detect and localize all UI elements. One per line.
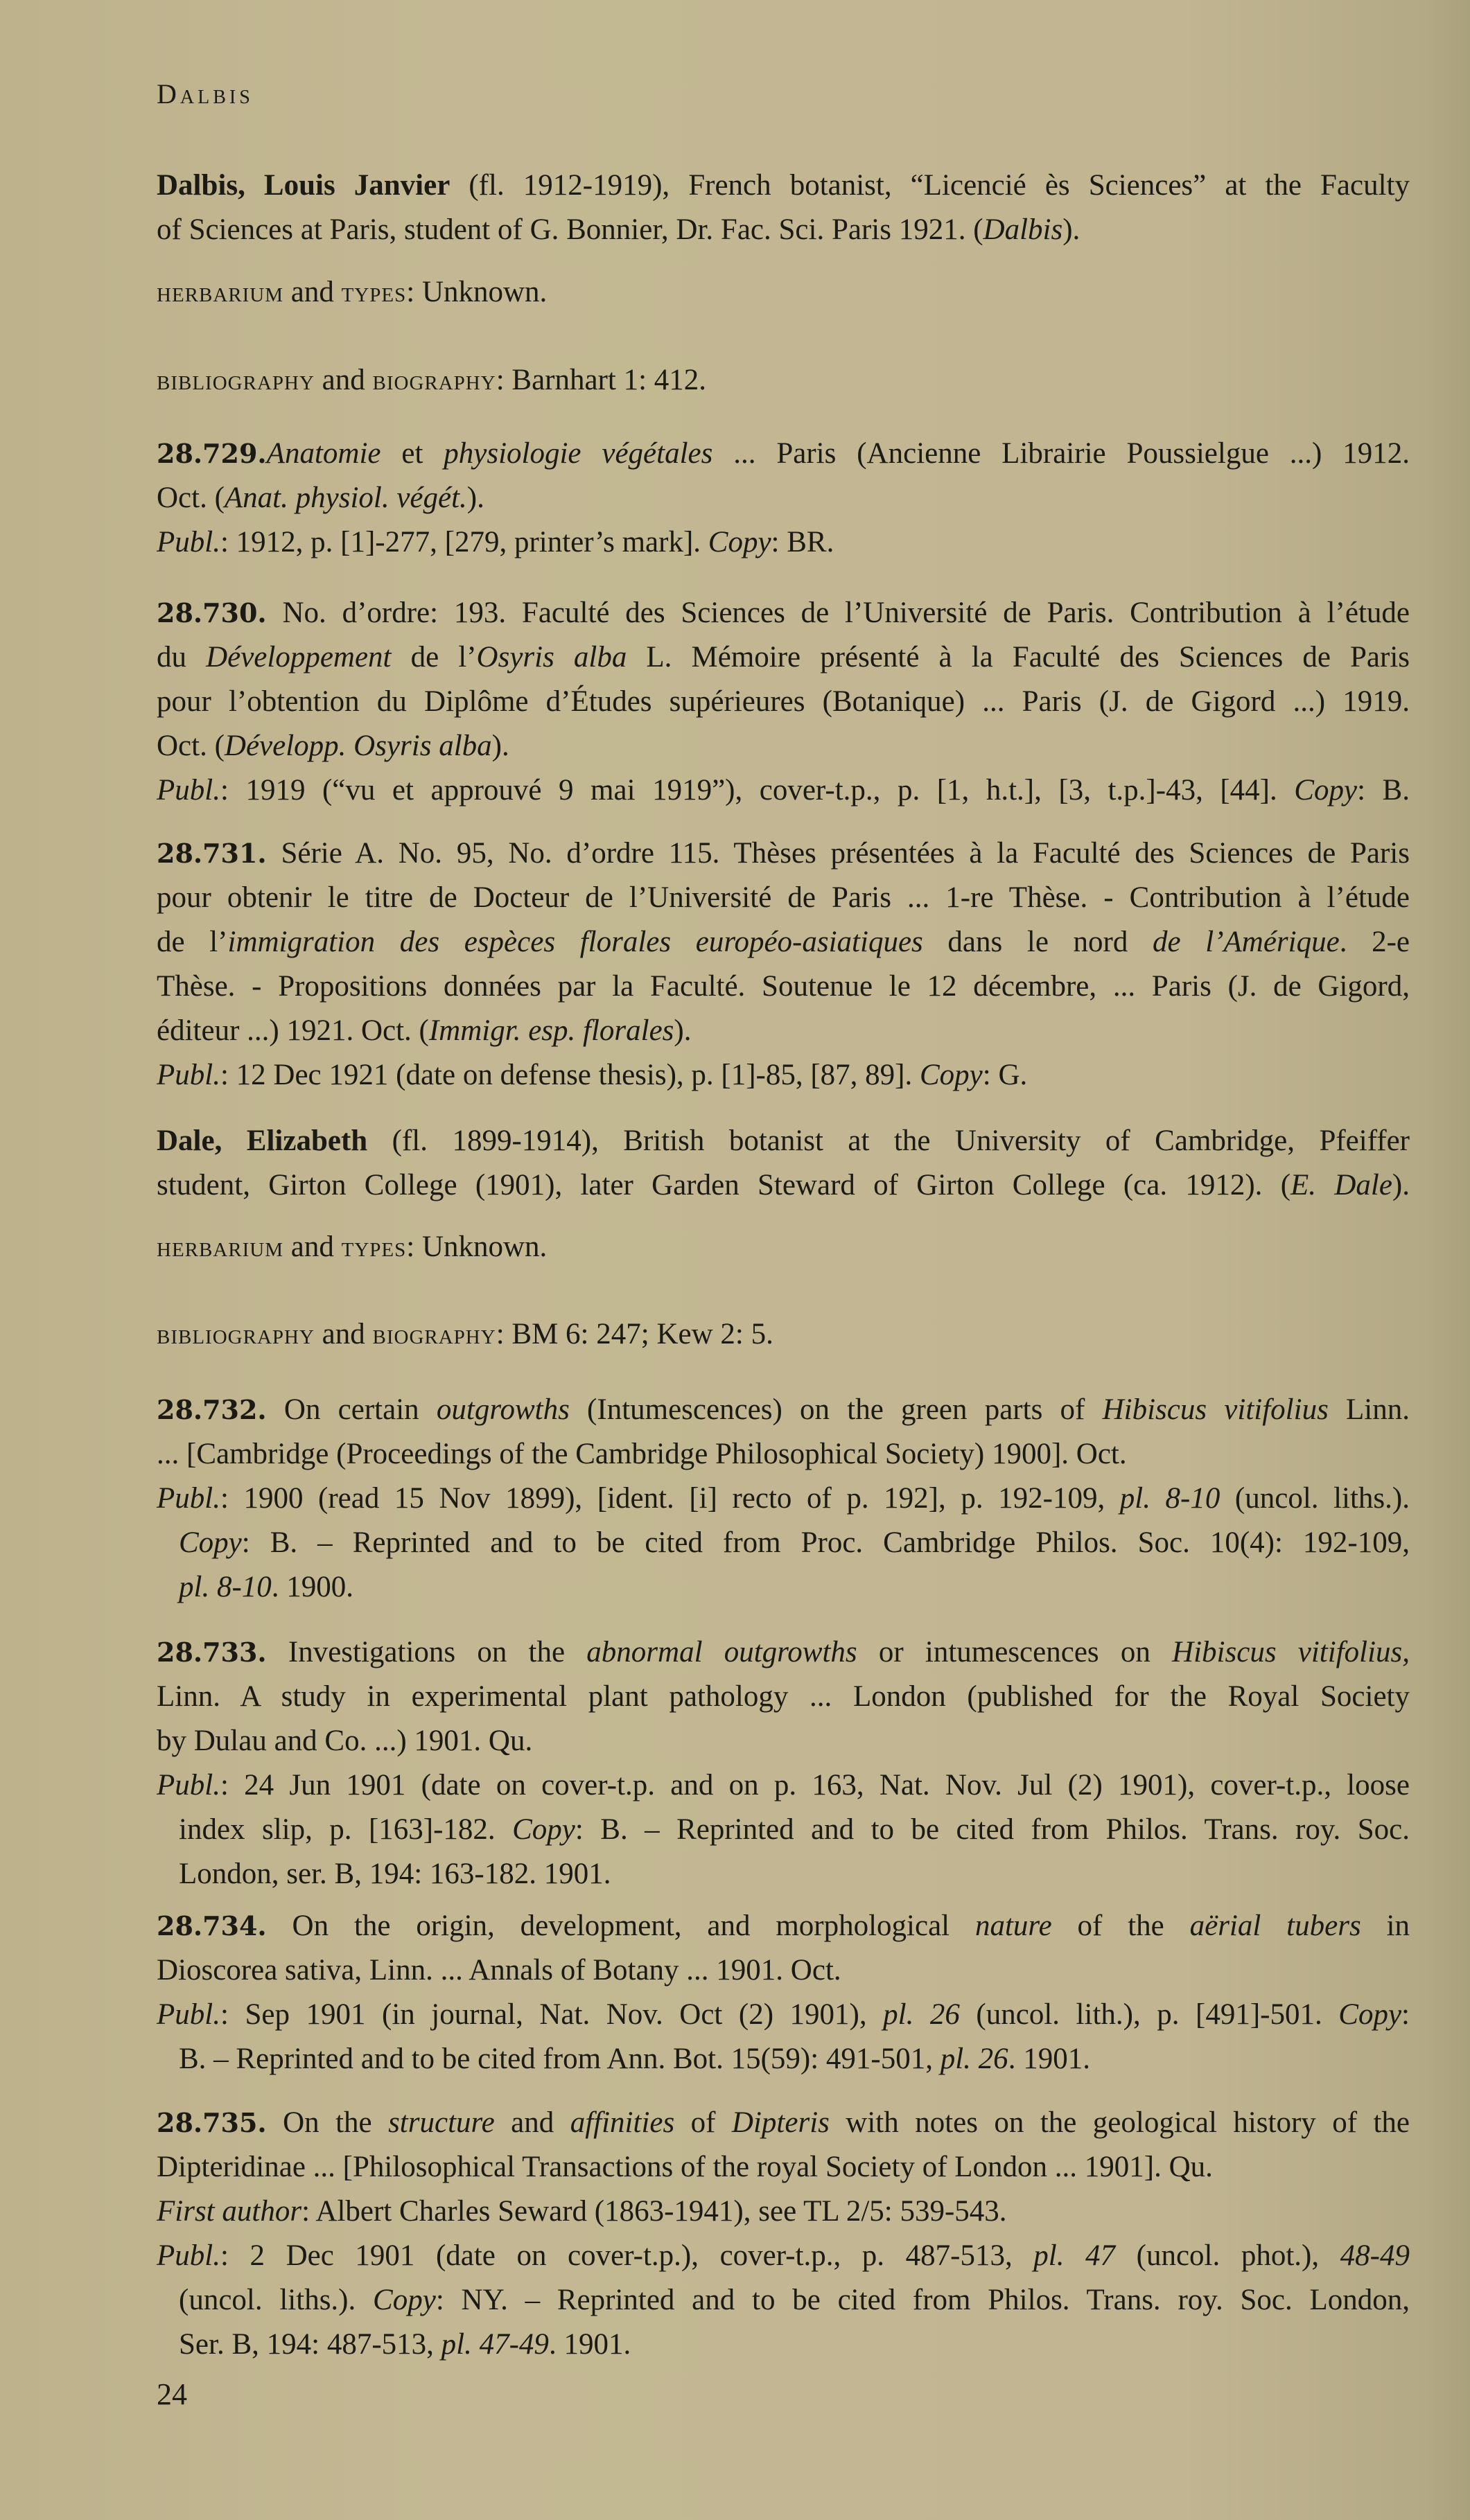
title-text: On the <box>266 2106 389 2139</box>
title-text: or intumescences on <box>857 1636 1173 1668</box>
title-text: On the origin, development, and morphological <box>266 1910 975 1942</box>
title-text: Investigations on the <box>266 1636 587 1668</box>
title-text: of <box>674 2106 732 2139</box>
herbarium-value: : Unknown. <box>406 1231 548 1263</box>
entry-number: 28.731. <box>157 838 267 869</box>
copy-text: : <box>1401 1998 1410 2031</box>
copy-text: : B. <box>1357 774 1410 807</box>
title-text: (Intumescences) on the green parts of <box>569 1393 1103 1426</box>
biography-label: biography <box>372 364 496 396</box>
publ-label: Publ. <box>157 1482 220 1515</box>
publ-text: : 1900 (read 15 Nov 1899), [ident. [i] recto of p. 192], p. 192-109, <box>220 1482 1120 1515</box>
title-italic: de l’Amérique <box>1153 926 1340 958</box>
copy-text: : B. – Reprinted and to be cited from Philos. Trans. roy. Soc. <box>575 1813 1410 1846</box>
bibliography-label: bibliography <box>157 364 315 396</box>
copy-text: . 1901. <box>548 2328 631 2361</box>
bio-text: (fl. 1899-1914), British botanist at the University of Cambridge, Pfeiffer <box>367 1125 1410 1157</box>
types-label: types <box>341 276 407 308</box>
publ-text: : 24 Jun 1901 (date on cover-t.p. and on p. 163, Nat. Nov. Jul (2) 1901), cover-t.p., loose <box>220 1769 1410 1801</box>
entry-number: 28.735. <box>157 2107 267 2138</box>
bibliography-line <box>157 358 1410 403</box>
title-text: dans le nord <box>922 926 1153 958</box>
plates-italic: pl. 26 <box>883 1998 960 2031</box>
and-text: and <box>314 1318 373 1350</box>
types-label: types <box>341 1231 407 1263</box>
entry-28-735 <box>157 2101 1410 2367</box>
title-abbreviation: Anat. physiol. végét. <box>224 482 467 514</box>
copy-text: . 1901. <box>1008 2043 1090 2075</box>
title-text: with notes on the geological history of the <box>829 2106 1410 2139</box>
title-text: No. d’ordre: 193. Faculté des Sciences de l’Université de Paris. Contribution à l’étude <box>266 597 1410 629</box>
title-text: du <box>157 641 207 673</box>
title-text: and <box>494 2106 570 2139</box>
entry-28-733 <box>157 1630 1410 1896</box>
herbarium-value: : Unknown. <box>406 276 548 308</box>
title-italic: nature <box>974 1910 1052 1942</box>
publ-label: Publ. <box>157 1059 220 1091</box>
herbarium-line <box>157 1225 1410 1269</box>
title-italic: Hibiscus vitifolius <box>1102 1393 1329 1426</box>
publ-text: (uncol. lith.), p. [491]-501. <box>959 1998 1339 2031</box>
title-italic: aërial tubers <box>1189 1910 1361 1942</box>
bio-text: of Sciences at Paris, student of G. Bonnier, Dr. Fac. Sci. Paris 1921. ( <box>157 213 983 246</box>
copy-text: London, ser. B, 194: 163-182. 1901. <box>179 1858 611 1890</box>
plates-italic: pl. 8-10 <box>1119 1482 1220 1515</box>
bio-text: (fl. 1912-1919), French botanist, “Licencié ès Sciences” at the Faculty <box>450 169 1410 202</box>
title-text: pour obtenir le titre de Docteur de l’Université de Paris ... 1-re Thèse. - Contribution à l’étude <box>157 881 1410 914</box>
copy-label: Copy <box>1338 1998 1402 2031</box>
herbarium-label: herbarium <box>157 276 284 308</box>
title-text: ... Paris (Ancienne Librairie Poussielgue ...) 1912. <box>712 437 1410 470</box>
publ-text: : 1919 (“vu et approuvé 9 mai 1919”), cover-t.p., p. [1, h.t.], [3, t.p.]-43, [44]. <box>220 774 1295 807</box>
copy-text: : BR. <box>771 526 834 558</box>
author-entry-dalbis <box>157 164 1410 252</box>
title-text: by Dulau and Co. ...) 1901. Qu. <box>157 1725 533 1757</box>
title-abbreviation: Développ. Osyris alba <box>224 730 492 762</box>
copy-label: Copy <box>920 1059 983 1091</box>
entry-28-734 <box>157 1904 1410 2081</box>
format-text: éditeur ...) 1921. Oct. ( <box>157 1014 429 1047</box>
author-abbreviation: E. Dale <box>1290 1169 1392 1201</box>
bibliography-value: : BM 6: 247; Kew 2: 5. <box>496 1318 773 1350</box>
plates-italic: pl. 47 <box>1033 2239 1116 2272</box>
title-text: . 2-e <box>1339 926 1410 958</box>
author-name: Dalbis, Louis Janvier <box>157 169 450 202</box>
entry-28-731 <box>157 831 1410 1098</box>
title-italic: affinities <box>570 2106 675 2139</box>
copy-text: . 1900. <box>271 1571 354 1603</box>
format-text: Oct. ( <box>157 730 225 762</box>
publ-label: Publ. <box>157 774 220 807</box>
entry-number: 28.734. <box>157 1910 267 1941</box>
publ-label: Publ. <box>157 1769 220 1801</box>
copy-label: Copy <box>708 526 771 558</box>
biography-label: biography <box>372 1319 496 1350</box>
title-italic: physiologie végétales <box>444 437 713 470</box>
entry-number: 28.732. <box>157 1394 267 1425</box>
title-italic: Développement <box>206 641 392 673</box>
title-italic: outgrowths <box>436 1393 570 1426</box>
author-abbreviation: Dalbis <box>983 213 1063 246</box>
copy-label: Copy <box>1294 774 1358 807</box>
running-head: Dalbis <box>157 78 254 109</box>
title-text: Dioscorea sativa, Linn. ... Annals of Botany ... 1901. Oct. <box>157 1954 841 1986</box>
plates-italic: pl. 26 <box>940 2043 1008 2075</box>
plates-italic: pl. 8-10 <box>179 1571 272 1603</box>
title-italic: immigration des espèces florales européo-asiatiques <box>227 926 923 958</box>
title-text: Linn. <box>1328 1393 1410 1426</box>
title-text: in <box>1360 1910 1410 1942</box>
plates-italic: 48-49 <box>1340 2239 1410 2272</box>
copy-label: Copy <box>179 1526 242 1559</box>
title-text: Linn. A study in experimental plant pathology ... London (published for the Royal Society <box>157 1680 1410 1713</box>
copy-text: Ser. B, 194: 487-513, <box>179 2328 441 2361</box>
title-italic: Hibiscus vitifolius, <box>1172 1636 1410 1668</box>
title-italic: structure <box>388 2106 495 2139</box>
title-text: L. Mémoire présenté à la Faculté des Sciences de Paris <box>627 641 1410 673</box>
author-entry-dale <box>157 1119 1410 1208</box>
copy-text: B. – Reprinted and to be cited from Ann. Bot. 15(59): 491-501, <box>179 2043 940 2075</box>
publ-label: Publ. <box>157 526 220 558</box>
format-text: ). <box>674 1014 692 1047</box>
copy-label: Copy <box>512 1813 575 1846</box>
publ-text: : 1912, p. [1]-277, [279, printer’s mark]. <box>220 526 708 558</box>
bibliography-line <box>157 1312 1410 1357</box>
title-text: de l’ <box>157 926 228 958</box>
title-text: Série A. No. 95, No. d’ordre 115. Thèses présentées à la Faculté des Sciences de Paris <box>266 837 1410 870</box>
bio-text: student, Girton College (1901), later Garden Steward of Girton College (ca. 1912). ( <box>157 1169 1291 1201</box>
bibliography-label: bibliography <box>157 1319 315 1350</box>
and-text: and <box>283 276 342 308</box>
publ-text: index slip, p. [163]-182. <box>179 1813 513 1846</box>
first-author-text: : Albert Charles Seward (1863-1941), see TL 2/5: 539-543. <box>301 2195 1007 2228</box>
copy-text: : NY. – Reprinted and to be cited from Philos. Trans. roy. Soc. London, <box>435 2284 1410 2316</box>
publ-text: (uncol. liths.). <box>179 2284 374 2316</box>
author-bio-line <box>157 208 1410 252</box>
herbarium-line <box>157 270 1410 315</box>
title-text: On certain <box>266 1393 437 1426</box>
bio-text: ). <box>1062 213 1080 246</box>
format-text: Oct. ( <box>157 482 225 514</box>
and-text: and <box>314 364 373 396</box>
publ-text: (uncol. phot.), <box>1115 2239 1340 2272</box>
title-text: Thèse. - Propositions données par la Faculté. Soutenue le 12 décembre, ... Paris (J. de Gigord, <box>157 970 1410 1003</box>
copy-label: Copy <box>373 2284 436 2316</box>
copy-text: : G. <box>982 1059 1028 1091</box>
title-italic: abnormal outgrowths <box>586 1636 857 1668</box>
page-number: 24 <box>157 2377 187 2411</box>
copy-text: : B. – Reprinted and to be cited from Proc. Cambridge Philos. Soc. 10(4): 192-109, <box>241 1526 1410 1559</box>
bibliography-value: : Barnhart 1: 412. <box>496 364 707 396</box>
herbarium-label: herbarium <box>157 1231 284 1263</box>
publ-text: : Sep 1901 (in journal, Nat. Nov. Oct (2) 1901), <box>220 1998 884 2031</box>
entry-number: 28.730. <box>157 597 267 628</box>
bio-text: ). <box>1392 1169 1410 1201</box>
title-italic: Dipteris <box>731 2106 830 2139</box>
title-text: of the <box>1051 1910 1190 1942</box>
publ-text: : 12 Dec 1921 (date on defense thesis), p. [1]-85, [87, 89]. <box>220 1059 920 1091</box>
format-text: ). <box>491 730 509 762</box>
author-name: Dale, Elizabeth <box>157 1125 368 1157</box>
publ-text: (uncol. liths.). <box>1220 1482 1410 1515</box>
title-italic: Anatomie <box>266 437 381 470</box>
publ-label: Publ. <box>157 1998 220 2031</box>
entry-28-730 <box>157 591 1410 813</box>
first-author-label: First author <box>157 2195 302 2228</box>
and-text: and <box>283 1231 342 1263</box>
publ-label: Publ. <box>157 2239 220 2272</box>
entry-number: 28.733. <box>157 1637 267 1668</box>
title-text: Dipteridinae ... [Philosophical Transactions of the royal Society of London ... 1901]. Qu. <box>157 2151 1213 2183</box>
author-bio-line <box>157 164 1410 208</box>
title-text: et <box>380 437 444 470</box>
format-text: ). <box>466 482 484 514</box>
title-text: pour l’obtention du Diplôme d’Études supérieures (Botanique) ... Paris (J. de Gigord ...) 1919. <box>157 685 1410 718</box>
entry-28-732 <box>157 1388 1410 1610</box>
title-text: de l’ <box>391 641 477 673</box>
title-text: ... [Cambridge (Proceedings of the Cambridge Philosophical Society) 1900]. Oct. <box>157 1438 1127 1470</box>
title-abbreviation: Immigr. esp. florales <box>428 1014 674 1047</box>
entry-28-729 <box>157 432 1410 565</box>
title-italic: Osyris alba <box>476 641 627 673</box>
plates-italic: pl. 47-49 <box>441 2328 549 2361</box>
entry-number: 28.729. <box>157 438 267 469</box>
publ-text: : 2 Dec 1901 (date on cover-t.p.), cover-t.p., p. 487-513, <box>220 2239 1034 2272</box>
